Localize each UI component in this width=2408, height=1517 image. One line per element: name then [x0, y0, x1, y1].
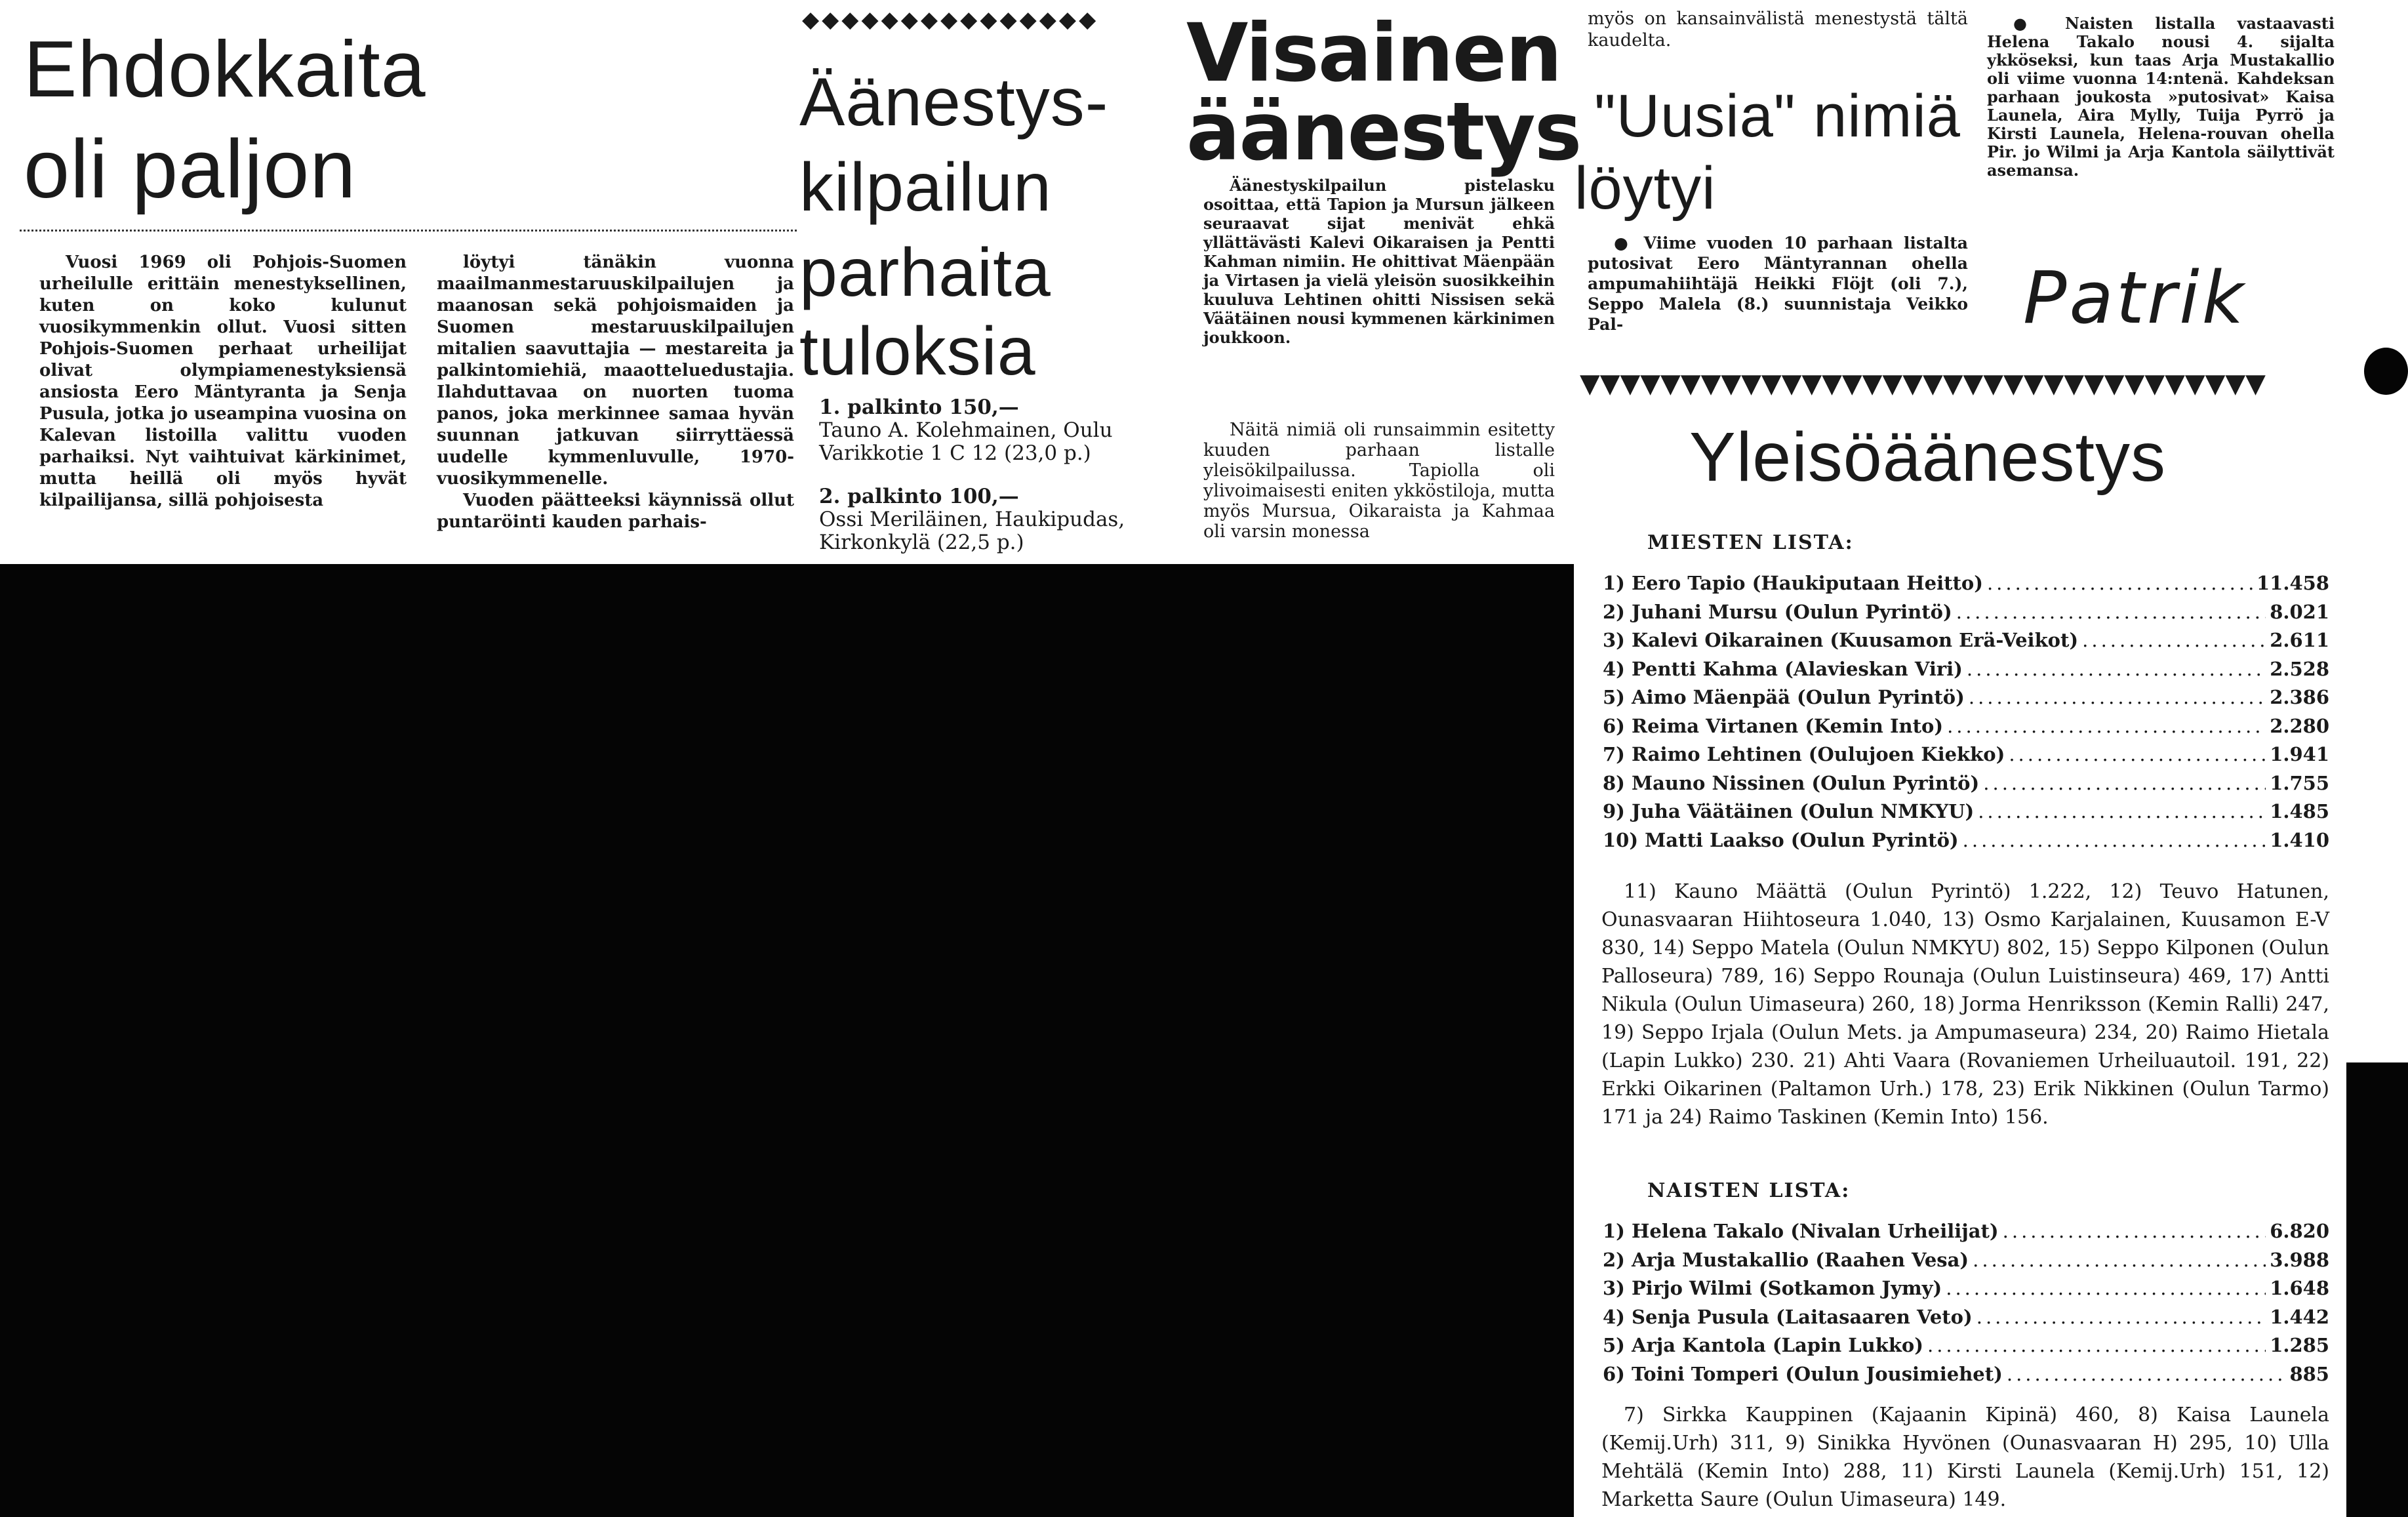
prize-1: [819, 396, 1173, 465]
prize-2-winner: Ossi Meriläinen, Haukipudas, Kirkonkylä (22,5 p.): [819, 508, 1125, 554]
prize-2-label: 2. palkinto 100,—: [819, 485, 1019, 508]
paragraph-naisten-listalla: [1987, 14, 2335, 180]
article-uusia-nimia: [1564, 0, 2338, 407]
article-column-2: [437, 252, 794, 533]
paragraph: Vuoden päätteeksi käynnissä ollut puntaröinti kauden parhais-: [437, 491, 794, 532]
women-list-rest: [1601, 1401, 2329, 1514]
men-list-rest: [1601, 878, 2329, 1131]
list-item: 4) Pentti Kahma (Alavieskan Viri) ..... 2.528: [1603, 655, 2329, 684]
results-yleisoaanestys: [1574, 407, 2346, 1517]
signature-patrik: Patrik: [2023, 256, 2247, 340]
paragraph: ● Naisten listalla vastaavasti Helena Takalo nousi 4. sijalta ykköseksi, kun taas Arja Mustakallio oli viime vuonna 14:ntenä. Kahdeksan parhaan joukosta »putosivat» Kaisa Launela, Aira Mylly, Tuija Pyrrö ja Kirsti Launela, Helena-rouvan ohella Pir. jo Wilmi ja Arja Kantola säilyttivät asemansa.: [1987, 14, 2335, 180]
women-list: [1603, 1217, 2329, 1388]
article-aanestyskilpailun: [797, 0, 1184, 564]
headline-oli-paljon: oli paljon: [24, 123, 357, 215]
list-item: 9) Juha Väätäinen (Oulun NMKYU) ..... 1.485: [1603, 798, 2329, 826]
prize-2: [819, 485, 1173, 554]
paragraph: Vuosi 1969 oli Pohjois-Suomen urheilulle erittäin menestyksellinen, kuten on koko kulunut vuosikymmenkin ollut. Vuosi sitten Pohjois-Suomen perhaat urheilijat olivat olympiamenestyksiensä ansiosta Eero Mäntyranta ja Senja Pusula, jotka jo useampina vuosina on Kalevan listoilla valittu vuoden parhaiksi. Nyt vaihtuivat kärkinimet, mutta heillä oli myös hyvät kilpailijansa, sillä pohjoisesta: [39, 253, 407, 510]
headline-line: kilpailun: [799, 150, 1052, 226]
headline-line: parhaita: [799, 235, 1051, 311]
list-item: 10) Matti Laakso (Oulun Pyrintö) ..... 1.410: [1603, 826, 2329, 855]
article-paragraph-1: [1203, 176, 1555, 347]
article-column-1: [39, 252, 407, 512]
list-item: 4) Senja Pusula (Laitasaaren Veto) ..... 1.442: [1603, 1303, 2329, 1332]
list-item: 2) Juhani Mursu (Oulun Pyrintö) ..... 8.021: [1603, 598, 2329, 627]
paragraph: ● Viime vuoden 10 parhaan listalta putosivat Eero Mäntyrannan ohella ampumahiihtäjä Heikki Flöjt (oli 7.), Seppo Malela (8.) suunnistaja Veikko Pal-: [1588, 233, 1968, 334]
headline-ehdokkaita: Ehdokkaita: [24, 24, 426, 113]
list-item: 2) Arja Mustakallio (Raahen Vesa) ..... 3.988: [1603, 1246, 2329, 1275]
headline-line: Äänestys-: [799, 64, 1109, 140]
list-item: 8) Mauno Nissinen (Oulun Pyrintö) ..... 1.755: [1603, 769, 2329, 798]
prize-1-winner: Tauno A. Kolehmainen, Oulu Varikkotie 1 C 12 (23,0 p.): [819, 418, 1113, 465]
list-item: 1) Eero Tapio (Haukiputaan Heitto) ..... 11.458: [1603, 569, 2329, 598]
paragraph: 7) Sirkka Kauppinen (Kajaanin Kipinä) 460, 8) Kaisa Launela (Kemij.Urh) 311, 9) Sinikka Hyvönen (Ounasvaaran H) 295, 10) Ulla Mehtälä (Kemin Into) 288, 11) Kirsti Launela (Kemij.Urh) 151, 12) Marketta Saure (Oulun Uimaseura) 149.: [1601, 1404, 2329, 1511]
paragraph: löytyi tänäkin vuonna maailmanmestaruuskilpailujen ja maanosan sekä pohjoismaiden ja Suomen mestaruuskilpailujen mitalien saavuttajia — mestareita ja palkintomiehiä, maaotteluedustajia. Ilahduttavaa on nuorten tuoma panos, joka merkinnee samaa hyvän suunnan jatkuvan siirryttäessä uudelle kymmenluvulle, 1970-vuosikymmenelle.: [437, 253, 794, 489]
article-paragraph-2: [1203, 420, 1555, 542]
list-item: 5) Arja Kantola (Lapin Lukko) ..... 1.285: [1603, 1331, 2329, 1360]
list-item: 6) Toini Tomperi (Oulun Jousimiehet) ..... 885: [1603, 1360, 2329, 1389]
ornament-row: ▼▼▼▼▼▼▼▼▼▼▼▼▼▼▼▼▼▼▼▼▼▼▼▼▼▼▼▼▼▼▼▼▼▼: [1580, 371, 2266, 397]
scan-hole: [2364, 348, 2408, 395]
headline-visainen: Visainen: [1186, 7, 1561, 100]
article-ehdokkaita: [0, 0, 813, 564]
men-list-title: MIESTEN LISTA:: [1647, 531, 1854, 554]
list-item: 1) Helena Takalo (Nivalan Urheilijat) ..... 6.820: [1603, 1217, 2329, 1246]
women-list-title: NAISTEN LISTA:: [1647, 1179, 1851, 1202]
headline-divider: [20, 230, 797, 232]
paragraph-viime-vuoden: [1588, 233, 1968, 334]
ornament-row: ◆◆◆◆◆◆◆◆◆◆◆◆◆◆◆: [802, 7, 1099, 33]
paragraph: 11) Kauno Määttä (Oulun Pyrintö) 1.222, 12) Teuvo Hatunen, Ounasvaaran Hiihtoseura 1.040, 13) Osmo Karjalainen, Kuusamon E-V 830, 14) Seppo Matela (Oulun NMKYU) 802, 15) Seppo Kilponen (Oulun Palloseura) 789, 16) Seppo Rounaja (Oulun Luistinseura) 469, 17) Antti Nikula (Oulun Uimaseura) 260, 18) Jorma Henriksson (Kemin Ralli) 247, 19) Seppo Irjala (Oulun Mets. ja Ampumaseura) 234, 20) Raimo Hietala (Lapin Lukko) 230. 21) Ahti Vaara (Rovaniemen Urheiluautoil. 191, 22) Erkki Oikarinen (Paltamon Urh.) 178, 23) Erik Nikkinen (Oulun Tarmo) 171 ja 24) Raimo Taskinen (Kemin Into) 156.: [1601, 880, 2329, 1129]
headline-loytyi: löytyi: [1575, 155, 1716, 222]
intro-text: myös on kansainvälistä menestystä tältä kaudelta.: [1588, 9, 1968, 51]
headline-aanestys: äänestys: [1186, 85, 1581, 178]
list-item: 5) Aimo Mäenpää (Oulun Pyrintö) ..... 2.386: [1603, 683, 2329, 712]
paragraph: Äänestyskilpailun pistelasku osoittaa, että Tapion ja Mursun jälkeen seuraavat sijat menivät ehkä yllättävästi Kalevi Oikaraisen ja Pentti Kahman nimiin. He ohittivat Mäenpään ja Virtasen ja vielä yleisön suosikkeihin kuuluva Lehtinen ohitti Nissisen sekä Väätäinen nousi kymmenen kärkinimen joukkoon.: [1203, 176, 1555, 347]
headline-line: tuloksia: [799, 314, 1036, 390]
list-item: 3) Pirjo Wilmi (Sotkamon Jymy) ..... 1.648: [1603, 1274, 2329, 1303]
results-title: Yleisöäänestys: [1689, 418, 2166, 496]
article-visainen-aanestys: [1184, 0, 1581, 564]
list-item: 6) Reima Virtanen (Kemin Into) ..... 2.280: [1603, 712, 2329, 741]
list-item: 3) Kalevi Oikarainen (Kuusamon Erä-Veikot) ..... 2.611: [1603, 626, 2329, 655]
scan-background-left: [0, 564, 1574, 1517]
men-list: [1603, 569, 2329, 855]
headline-uusia-nimia: "Uusia" nimiä: [1594, 83, 1961, 150]
prize-1-label: 1. palkinto 150,—: [819, 395, 1019, 419]
list-item: 7) Raimo Lehtinen (Oulujoen Kiekko) ..... 1.941: [1603, 740, 2329, 769]
scan-background-right: [2346, 1062, 2408, 1517]
paragraph: Näitä nimiä oli runsaimmin esitetty kuuden parhaan listalle yleisökilpailussa. Tapiolla oli ylivoimaisesti eniten ykköstiloja, mutta myös Mursua, Oikaraista ja Kahmaa oli varsin monessa: [1203, 420, 1555, 542]
